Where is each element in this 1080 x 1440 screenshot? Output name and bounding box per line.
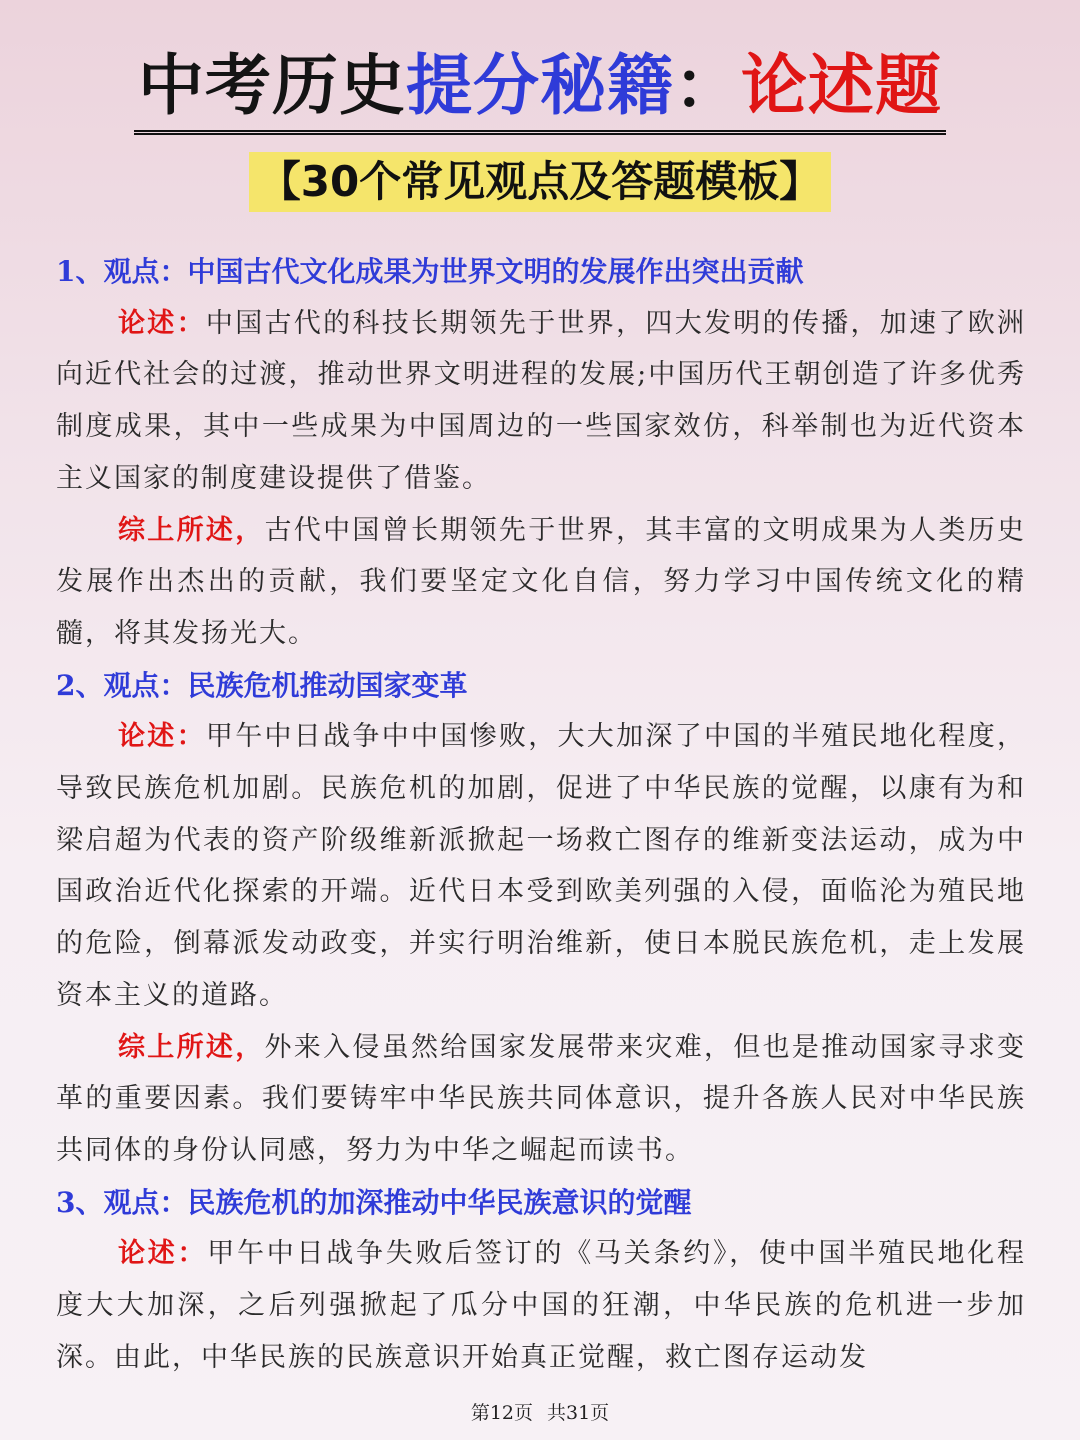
argument-label: 论述：: [118, 307, 206, 339]
section-2-heading: 2、观点：民族危机推动国家变革: [56, 668, 468, 702]
subtitle-banner: 【30个常见观点及答题模板】: [249, 152, 831, 212]
title-part-blue: 提分秘籍: [406, 47, 674, 124]
argument-label: 论述：: [118, 1238, 208, 1270]
summary-label: 综上所述，: [118, 1031, 265, 1063]
section-1-argument: [56, 298, 1026, 505]
title-part-black: 中考历史: [138, 47, 406, 124]
section-3-heading: 3、观点：民族危机的加深推动中华民族意识的觉醒: [56, 1185, 692, 1219]
content-body: [56, 246, 1026, 1383]
summary-label: 综上所述，: [118, 514, 265, 546]
summary-text: 古代中国曾长期领先于世界，其丰富的文明成果为人类历史发展作出杰出的贡献，我们要坚定文化自信，努力学习中国传统文化的精髓，将其发扬光大。: [56, 514, 1026, 649]
summary-text: 外来入侵虽然给国家发展带来灾难，但也是推动国家寻求变革的重要因素。我们要铸牢中华民族共同体意识，提升各族人民对中华民族共同体的身份认同感，努力为中华之崛起而读书。: [56, 1031, 1026, 1166]
section-3-argument: [56, 1228, 1026, 1383]
argument-text: 甲午中日战争中中国惨败，大大加深了中国的半殖民地化程度，导致民族危机加剧。民族危机的加剧，促进了中华民族的觉醒，以康有为和梁启超为代表的资产阶级维新派掀起一场救亡图存的维新变法运动，成为中国政治近代化探索的开端。近代日本受到欧美列强的入侵，面临沦为殖民地的危险，倒幕派发动政变，并实行明治维新，使日本脱民族危机，走上发展资本主义的道路。: [56, 721, 1027, 1011]
argument-text: 中国古代的科技长期领先于世界，四大发明的传播，加速了欧洲向近代社会的过渡，推动世界文明进程的发展;中国历代王朝创造了许多优秀制度成果，其中一些成果为中国周边的一些国家效仿，科举制也为近代资本主义国家的制度建设提供了借鉴。: [56, 307, 1027, 494]
page-footer: [0, 1398, 1080, 1425]
page-total: 共31页: [547, 1402, 610, 1424]
section-2-argument: [56, 711, 1026, 1021]
section-1-summary: [56, 505, 1026, 660]
subtitle-area: [0, 152, 1080, 212]
title-colon: ：: [674, 47, 741, 124]
title-part-red: 论述题: [741, 47, 942, 124]
section-1-heading: 1、观点：中国古代文化成果为世界文明的发展作出突出贡献: [56, 255, 804, 288]
argument-label: 论述：: [118, 721, 206, 753]
argument-text: 甲午中日战争失败后签订的《马关条约》，使中国半殖民地化程度大大加深，之后列强掀起了瓜分中国的狂潮，中华民族的危机进一步加深。由此，中华民族的民族意识开始真正觉醒，救亡图存运动发: [56, 1238, 1026, 1373]
page-title: [134, 44, 946, 135]
page-number: 第12页: [470, 1402, 533, 1424]
title-area: [0, 44, 1080, 135]
section-2-summary: [56, 1022, 1026, 1177]
